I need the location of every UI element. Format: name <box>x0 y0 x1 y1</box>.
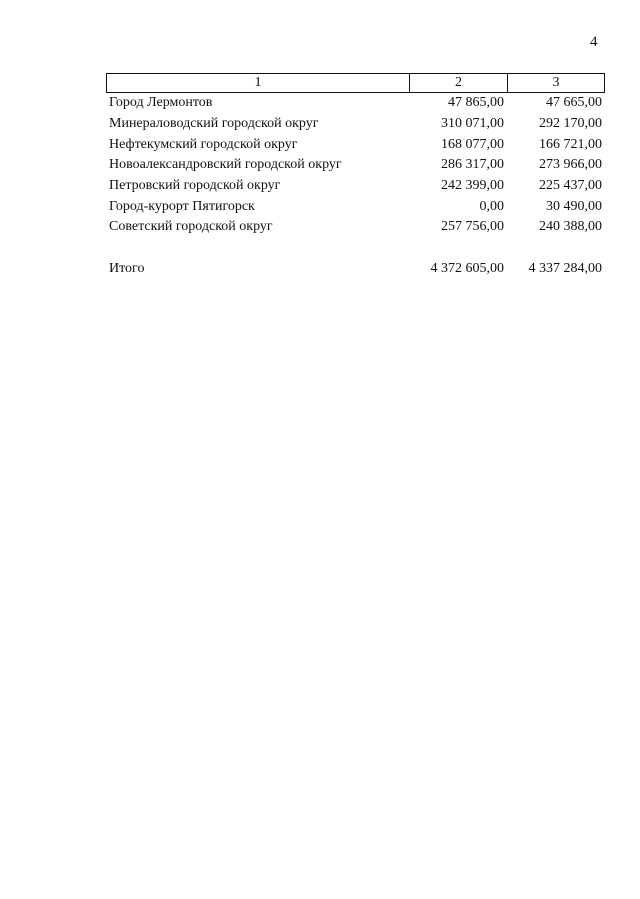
value-col2: 257 756,00 <box>441 219 504 235</box>
value-col3: 292 170,00 <box>539 116 602 132</box>
municipality-name: Советский городской округ <box>109 219 273 235</box>
page-number: 4 <box>590 34 598 50</box>
table-header-row <box>106 73 605 93</box>
header-cell-2: 2 <box>410 74 508 92</box>
total-row <box>106 259 605 279</box>
total-label: Итого <box>109 260 145 276</box>
table-row <box>106 93 605 114</box>
value-col2: 310 071,00 <box>441 116 504 132</box>
value-col2: 168 077,00 <box>441 136 504 152</box>
municipality-name: Новоалександровский городской округ <box>109 157 342 173</box>
total-col3: 4 337 284,00 <box>528 260 602 276</box>
value-col2: 286 317,00 <box>441 157 504 173</box>
header-cell-1: 1 <box>107 74 410 92</box>
value-col3: 225 437,00 <box>539 178 602 194</box>
municipality-name: Петровский городской округ <box>109 178 281 194</box>
value-col3: 273 966,00 <box>539 157 602 173</box>
value-col2: 242 399,00 <box>441 178 504 194</box>
table-row <box>106 155 605 176</box>
value-col2: 47 865,00 <box>448 95 504 111</box>
value-col2: 0,00 <box>479 198 504 214</box>
municipality-name: Город-курорт Пятигорск <box>109 198 255 214</box>
municipality-name: Минераловодский городской округ <box>109 116 319 132</box>
value-col3: 30 490,00 <box>546 198 602 214</box>
table-row <box>106 176 605 197</box>
municipality-name: Город Лермонтов <box>109 95 213 111</box>
municipality-name: Нефтекумский городской округ <box>109 136 298 152</box>
table-row <box>106 134 605 155</box>
allocation-table <box>106 73 605 279</box>
value-col3: 166 721,00 <box>539 136 602 152</box>
header-cell-3: 3 <box>552 75 560 90</box>
table-row <box>106 196 605 217</box>
table-row <box>106 114 605 135</box>
value-col3: 47 665,00 <box>546 95 602 111</box>
total-col2: 4 372 605,00 <box>430 260 504 276</box>
table-row <box>106 217 605 238</box>
value-col3: 240 388,00 <box>539 219 602 235</box>
